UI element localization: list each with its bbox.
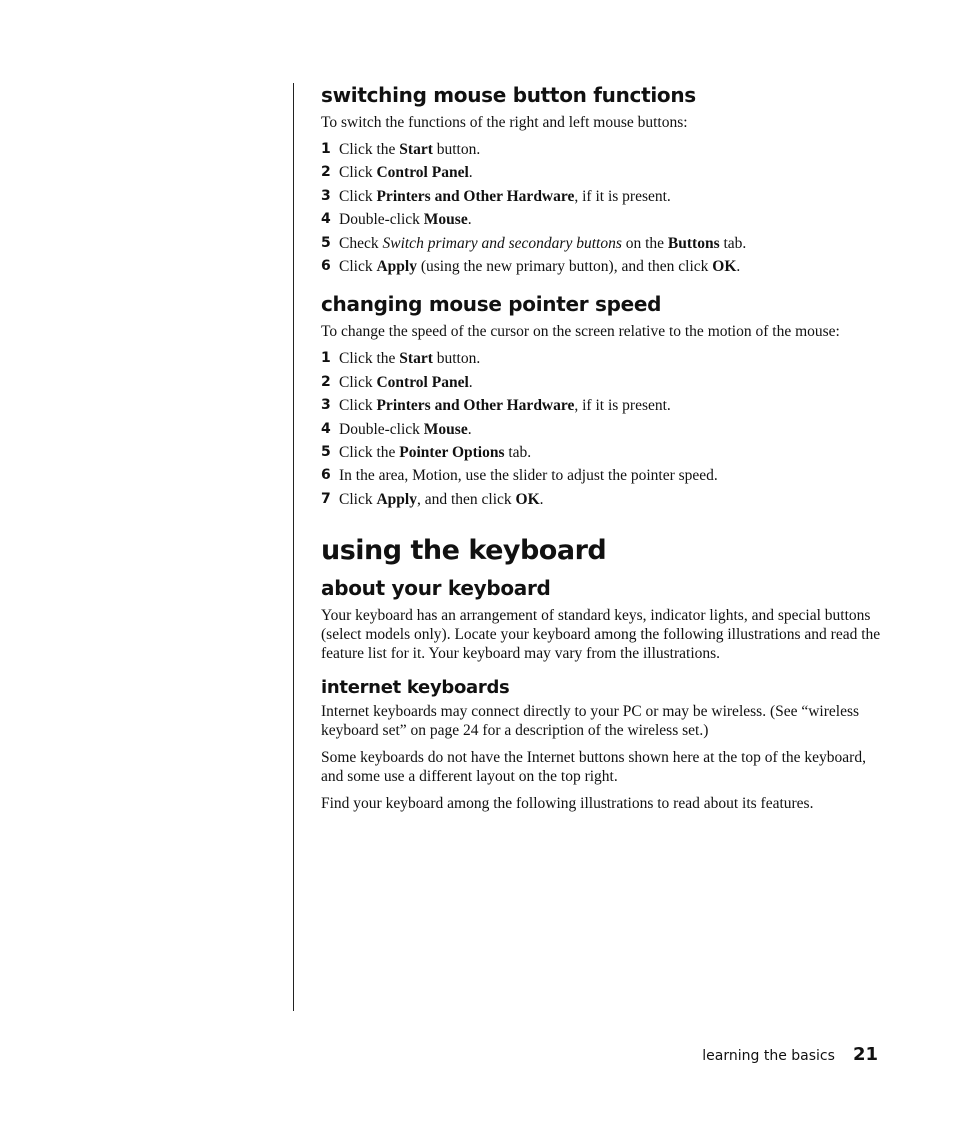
left-margin-rule (293, 83, 294, 1011)
switching-intro: To switch the functions of the right and left mouse buttons: (321, 114, 688, 131)
ui-term: Start (399, 141, 433, 158)
step-text-part: button. (432, 350, 481, 368)
step-number: 4 (321, 420, 331, 437)
step-number: 1 (321, 350, 331, 367)
step-text (339, 418, 472, 441)
step-text (339, 464, 718, 487)
step-number: 5 (321, 234, 331, 251)
step-number: 1 (321, 141, 331, 157)
heading-using-keyboard: using the keyboard (321, 535, 607, 567)
step-text (339, 394, 671, 417)
step-number: 6 (321, 258, 331, 275)
step-item (321, 161, 881, 184)
heading-switching: switching mouse button functions (321, 83, 696, 107)
step-number: 3 (321, 187, 331, 204)
step-text-part: tab. (504, 444, 532, 462)
internet-keyboards-p2: Some keyboards do not have the Internet buttons shown here at the top of the keyboard, and some use a different layout on the top right. (321, 749, 866, 786)
heading-internet-keyboards: internet keyboards (321, 677, 510, 699)
page-number: 21 (852, 1044, 878, 1065)
step-item (321, 394, 881, 417)
step-text (339, 232, 746, 255)
ui-term: Control Panel (376, 164, 469, 182)
step-item (321, 208, 881, 231)
step-text-part: . (467, 211, 472, 229)
step-text-part: Click (339, 373, 377, 391)
step-text-part: , if it is present. (574, 187, 671, 205)
heading-speed: changing mouse pointer speed (321, 292, 662, 317)
step-item (321, 138, 881, 161)
internet-keyboards-p1: Internet keyboards may connect directly to your PC or may be wireless. (See “wireless keyboard set” on page 24 for a description of the wireless set.) (321, 703, 860, 740)
step-number: 6 (321, 467, 331, 484)
ui-term: Printers and Other Hardware (376, 397, 575, 415)
step-text (339, 161, 473, 184)
step-text-part: Click the (339, 350, 400, 368)
ui-term: Mouse (423, 211, 468, 229)
step-number: 2 (321, 373, 331, 390)
about-keyboard-text: Your keyboard has an arrangement of standard keys, indicator lights, and special buttons (select models only). Locate your keyboard among the following illustrations and read the feature list for it. Your keyboard may vary from the illustrations. (321, 607, 881, 663)
option-name: Switch primary and secondary buttons (382, 234, 622, 252)
ui-term: Apply (376, 258, 417, 276)
footer-section-title: learning the basics (702, 1048, 835, 1064)
ui-term: Pointer Options (399, 444, 505, 462)
step-item (321, 232, 881, 255)
step-item (321, 441, 881, 464)
step-text-part: Check (339, 234, 383, 252)
ui-term: Start (399, 350, 433, 368)
step-text-part: In the area, Motion, use the slider to adjust the pointer speed. (339, 467, 718, 485)
step-text-part: Click (339, 187, 377, 205)
step-number: 5 (321, 444, 331, 461)
step-text-part: , if it is present. (574, 397, 671, 415)
step-text-part: . (468, 373, 473, 391)
step-text-part: . (467, 420, 472, 438)
switching-steps (321, 138, 881, 278)
step-item (321, 371, 881, 394)
step-item (321, 347, 881, 370)
step-item (321, 255, 881, 278)
step-text-part: Click (339, 397, 377, 415)
step-text-part: . (539, 490, 544, 508)
step-text (339, 371, 473, 394)
step-text-part: Click the (339, 444, 400, 462)
ui-term: Mouse (423, 420, 468, 438)
step-text-part: Click (339, 490, 377, 508)
ui-term: Apply (376, 490, 417, 508)
step-text (339, 488, 544, 511)
step-text (339, 255, 740, 278)
step-text (339, 185, 671, 208)
step-item (321, 418, 881, 441)
ui-term: Control Panel (376, 373, 469, 391)
step-number: 4 (321, 211, 331, 228)
step-item (321, 488, 881, 511)
step-text-part: . (468, 164, 473, 182)
step-text-part: (using the new primary button), and then click (416, 258, 713, 276)
step-text-part: Double-click (339, 420, 424, 438)
step-number: 7 (321, 490, 331, 507)
speed-steps (321, 347, 881, 511)
step-item (321, 185, 881, 208)
ui-term: Printers and Other Hardware (376, 187, 575, 205)
ui-term: Buttons (667, 234, 720, 252)
ui-term: OK (515, 490, 540, 508)
step-text-part: , and then click (416, 490, 516, 508)
step-text-part: . (736, 258, 741, 276)
step-number: 2 (321, 164, 331, 181)
step-text (339, 441, 531, 464)
step-text (339, 347, 480, 370)
heading-about-keyboard: about your keyboard (321, 576, 551, 601)
page-content (321, 80, 881, 821)
step-text-part: Click (339, 164, 377, 182)
step-text-part: Click the (339, 141, 400, 158)
step-text-part: Double-click (339, 211, 424, 229)
step-text-part: on the (621, 234, 668, 252)
step-text (339, 138, 480, 161)
step-item (321, 464, 881, 487)
step-number: 3 (321, 397, 331, 414)
page-footer (702, 1044, 878, 1065)
ui-term: OK (712, 258, 737, 276)
step-text-part: button. (432, 141, 481, 158)
step-text (339, 208, 472, 231)
speed-intro: To change the speed of the cursor on the screen relative to the motion of the mouse: (321, 323, 840, 341)
step-text-part: tab. (719, 234, 747, 252)
internet-keyboards-p3: Find your keyboard among the following illustrations to read about its features. (321, 795, 814, 813)
step-text-part: Click (339, 258, 377, 276)
